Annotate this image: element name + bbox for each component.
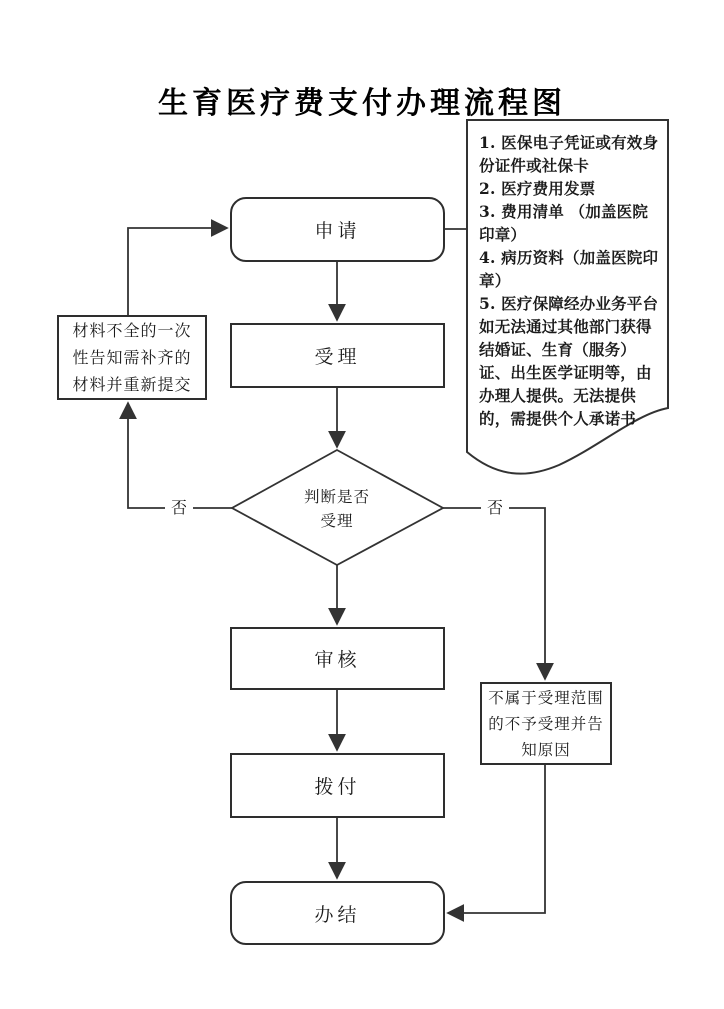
connector-reject-complete — [448, 765, 545, 913]
node-disburse-label: 拨付 — [314, 776, 361, 798]
branch-label-no-right: 否 — [481, 497, 509, 519]
page-title: 生育医疗费支付办理流程图 — [158, 87, 566, 121]
node-apply-label: 申请 — [314, 220, 361, 242]
branch-label-no-left: 否 — [165, 497, 193, 519]
node-complete-label: 办结 — [314, 903, 361, 926]
materials-note-item: 5. 医疗保障经办业务平台如无法通过其他部门获得结婚证、生育（服务）证、出生医学证明等，由办理人提供。无法提供的，需提供个人承诺书 — [479, 294, 659, 428]
node-disburse — [230, 753, 445, 818]
node-rejection — [480, 682, 612, 765]
connector-decision-reject — [443, 508, 545, 679]
node-decision-label: 判断是否受理 — [303, 488, 370, 530]
node-incomplete-materials — [57, 315, 207, 400]
materials-note-item: 2. 医疗费用发票 — [479, 179, 596, 198]
materials-note-item: 4. 病历资料（加盖医院印章） — [479, 248, 659, 290]
node-incomplete-materials-label: 材料不全的一次性告知需补齐的材料并重新提交 — [72, 321, 192, 394]
materials-note-item: 1. 医保电子凭证或有效身份证件或社保卡 — [479, 133, 659, 175]
node-accept-label: 受理 — [314, 346, 361, 368]
connector-decision-incomplete — [128, 403, 232, 508]
node-accept — [230, 323, 445, 388]
node-apply — [230, 197, 445, 262]
materials-note-item: 3. 费用清单 （加盖医院印章） — [479, 202, 649, 244]
node-review-label: 审核 — [314, 649, 361, 671]
node-rejection-label: 不属于受理范围的不予受理并告知原因 — [488, 688, 604, 759]
materials-note — [479, 131, 662, 430]
node-complete — [230, 881, 445, 945]
node-review — [230, 627, 445, 690]
connector-incomplete-apply — [128, 228, 227, 315]
